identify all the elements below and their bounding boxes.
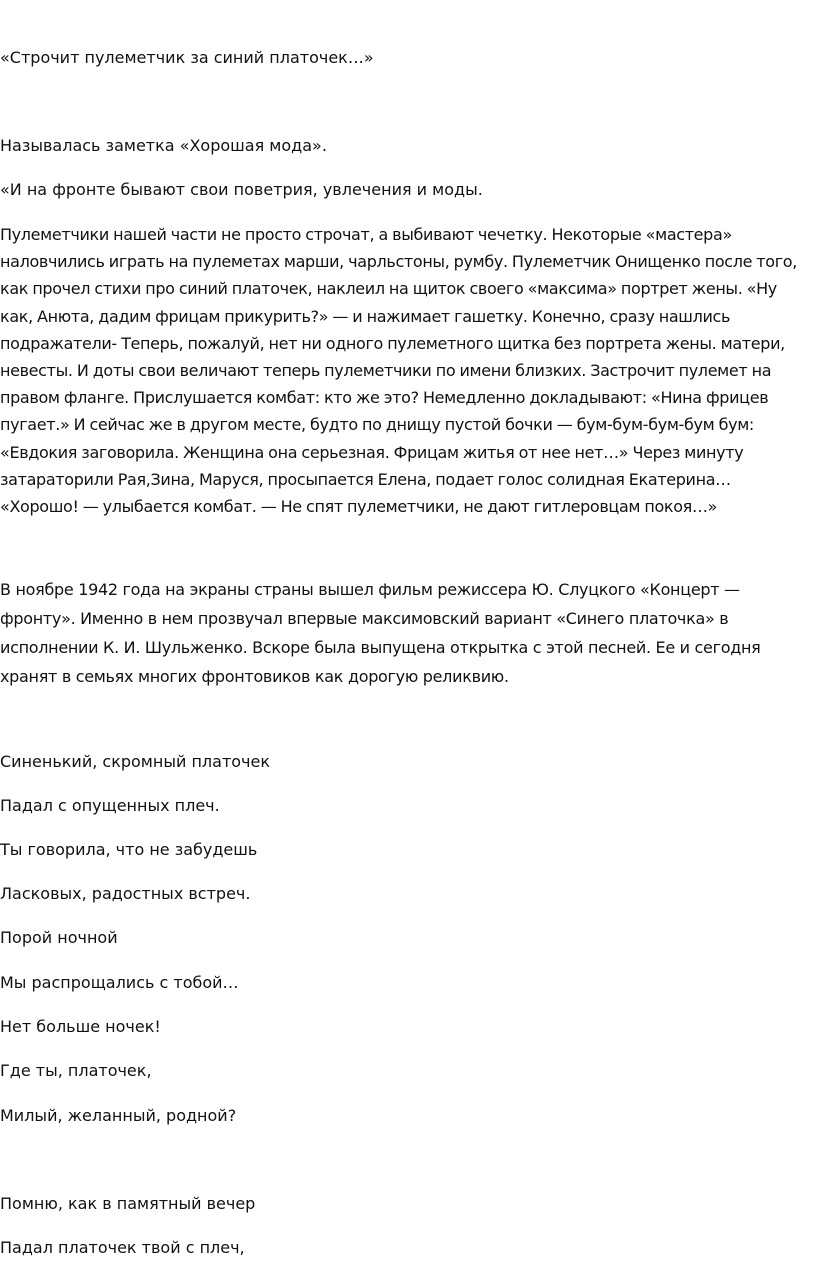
- verse-line: Нет больше ночек!: [0, 1017, 161, 1036]
- verse-line: Падал платочек твой с плеч,: [0, 1238, 245, 1257]
- film-paragraph: В ноябре 1942 года на экраны страны вышел фильм режиссера Ю. Слуцкого «Концерт — фронту». Именно в нем прозвучал впервые максимовский вариант «Синего платочка» в исполнении К. И. Шульженко. Вскоре была выпущена открытка с этой песней. Ее и сегодня хранят в семьях многих фронтовиков как дорогую реликвию.: [0, 580, 761, 686]
- machine-gunners-paragraph: Пулеметчики нашей части не просто строчат, а выбивают чечетку. Некоторые «мастера» наловчились играть на пулеметах марши, чарльстоны, румбу. Пулеметчик Онищенко после того, как прочел стихи про синий платочек, наклеил на щиток своего «максима» портрет жены. «Ну как, Анюта, дадим фрицам прикурить?» — и нажимает гашетку. Конечно, сразу нашлись подражатели- Теперь, пожалуй, нет ни одного пулеметного щитка без портрета жены. матери, невесты. И доты свои величают теперь пулеметчики по имени близких. Застрочит пулемет на правом фланге. Прислушается комбат: кто же это? Немедленно докладывают: «Нина фрицев пугает.» И сейчас же в другом месте, будто по днищу пустой бочки — бум-бум-бум-бум бум: «Евдокия заговорила. Женщина она серьезная. Фрицам житья от нее нет…» Через минуту затараторили Рая,Зина, Маруся, просыпается Елена, подает голос солидная Екатерина… «Хорошо! — улыбается комбат. — Не спят пулеметчики, не дают гитлеровцам покоя…»: [0, 225, 797, 517]
- intro-line: Называлась заметка «Хорошая мода».: [0, 136, 327, 155]
- verse-line: Ласковых, радостных встреч.: [0, 884, 251, 903]
- verse-line: Где ты, платочек,: [0, 1061, 152, 1080]
- quote-start-line: «И на фронте бывают свои поветрия, увлечения и моды.: [0, 180, 483, 199]
- verse-line: Порой ночной: [0, 928, 118, 947]
- verse-line: Милый, желанный, родной?: [0, 1106, 237, 1125]
- verse-line: Ты говорила, что не забудешь: [0, 840, 258, 859]
- verse-line: Падал с опущенных плеч.: [0, 796, 220, 815]
- verse-line: Помню, как в памятный вечер: [0, 1194, 256, 1213]
- document-title: «Строчит пулеметчик за синий платочек…»: [0, 48, 374, 67]
- verse-line: Мы распрощались с тобой…: [0, 973, 239, 992]
- verse-line: Синенький, скромный платочек: [0, 752, 271, 771]
